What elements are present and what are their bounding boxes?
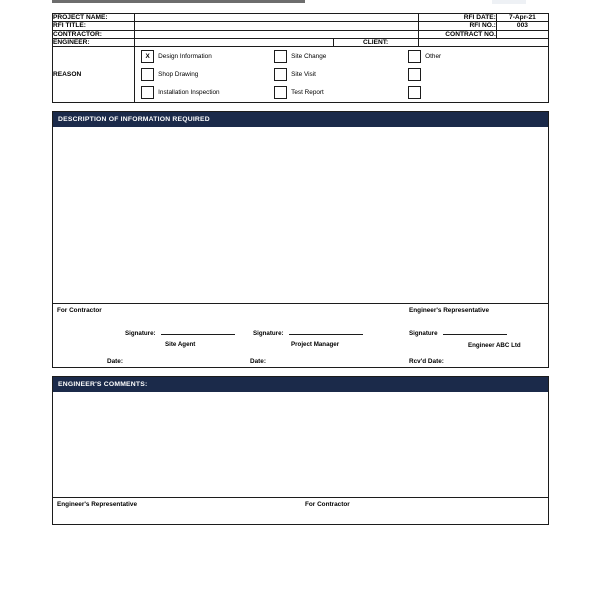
top-cropped-artifact	[492, 0, 526, 4]
signature-label: Signature:	[253, 330, 284, 337]
rfi-title-input[interactable]	[135, 22, 419, 30]
reason-option-site-change[interactable]	[274, 50, 408, 63]
reason-option-label: Site Change	[291, 52, 327, 60]
reason-option-label: Other	[425, 52, 442, 60]
comments-banner: ENGINEER'S COMMENTS:	[53, 377, 548, 392]
signature-label: Signature:	[125, 330, 156, 337]
project-name-input[interactable]	[135, 14, 419, 22]
site-agent-signature-row	[125, 330, 235, 337]
table-row-project-name	[53, 14, 549, 22]
signature-line[interactable]	[289, 334, 363, 335]
contractor-label: CONTRACTOR:	[53, 30, 135, 38]
reason-row-1	[135, 50, 548, 63]
comments-textarea[interactable]	[53, 392, 548, 497]
table-row-engineer-client	[53, 38, 549, 46]
reason-option-site-visit[interactable]	[274, 68, 408, 81]
reason-option-label: Site Visit	[291, 70, 316, 78]
checkbox-blank-2[interactable]	[408, 68, 421, 81]
reason-row-3	[135, 86, 548, 99]
rfi-title-label: RFI TITLE:	[53, 22, 135, 30]
table-row-reason	[53, 47, 549, 103]
project-manager-signature-row	[253, 330, 363, 337]
rcvd-date-label[interactable]: Rcv'd Date:	[409, 358, 444, 365]
table-row-comments-footer	[53, 498, 548, 525]
checkbox-shop-drawing[interactable]	[141, 68, 154, 81]
footer-engineers-representative-title: Engineer's Representative	[57, 501, 138, 508]
checkbox-site-change[interactable]	[274, 50, 287, 63]
rfi-date-value[interactable]: 7-Apr-21	[496, 14, 548, 22]
reason-option-label: Installation Inspection	[158, 88, 220, 96]
contractor-signoff-cell	[53, 304, 405, 368]
comments-contractor-cell	[301, 498, 548, 525]
header-table	[52, 13, 549, 103]
reason-option-blank-3[interactable]	[408, 86, 528, 99]
client-input[interactable]	[418, 38, 548, 46]
reason-option-design-information[interactable]	[135, 50, 274, 63]
project-manager-role: Project Manager	[291, 341, 340, 348]
table-row-rfi-title	[53, 22, 549, 30]
engineer-company: Engineer ABC Ltd	[468, 342, 521, 349]
signature-line[interactable]	[161, 334, 235, 335]
footer-for-contractor-title: For Contractor	[305, 501, 350, 508]
checkbox-design-information[interactable]: X	[141, 50, 154, 63]
reason-option-other[interactable]	[408, 50, 528, 63]
reason-option-label: Design Information	[158, 52, 212, 60]
rfi-no-label: RFI NO.:	[418, 22, 496, 30]
description-banner: DESCRIPTION OF INFORMATION REQUIRED	[53, 112, 548, 127]
comments-engineer-cell	[53, 498, 301, 525]
reason-option-test-report[interactable]	[274, 86, 408, 99]
contractor-date-label-1[interactable]: Date:	[107, 358, 123, 365]
client-label: CLIENT:	[333, 38, 418, 46]
engineer-input[interactable]	[135, 38, 333, 46]
rfi-no-value[interactable]: 003	[496, 22, 548, 30]
comments-engineer-pane	[53, 498, 301, 524]
reason-option-installation-inspection[interactable]	[135, 86, 274, 99]
description-section	[52, 111, 549, 368]
reason-option-label: Test Report	[291, 88, 324, 96]
top-cropped-divider	[52, 0, 305, 3]
rfi-form	[52, 13, 549, 525]
description-signoff-table	[53, 303, 548, 367]
engineer-signoff-pane	[405, 304, 548, 367]
checkbox-installation-inspection[interactable]	[141, 86, 154, 99]
checkbox-site-visit[interactable]	[274, 68, 287, 81]
contractor-date-label-2[interactable]: Date:	[250, 358, 266, 365]
engineer-signoff-cell	[405, 304, 548, 368]
table-row-signoff	[53, 304, 548, 368]
comments-section	[52, 376, 549, 525]
signature-line[interactable]	[443, 334, 507, 335]
reason-label: REASON	[53, 47, 135, 103]
project-name-label: PROJECT NAME:	[53, 14, 135, 22]
engineer-signature-row	[409, 330, 507, 337]
reason-option-shop-drawing[interactable]	[135, 68, 274, 81]
contractor-signoff-pane	[53, 304, 405, 367]
checkbox-other[interactable]	[408, 50, 421, 63]
contract-no-input[interactable]	[496, 30, 548, 38]
signature-label: Signature	[409, 330, 438, 337]
for-contractor-title: For Contractor	[57, 307, 102, 314]
contract-no-label: CONTRACT NO.	[418, 30, 496, 38]
checkbox-blank-3[interactable]	[408, 86, 421, 99]
site-agent-role: Site Agent	[165, 341, 196, 348]
rfi-date-label: RFI DATE:	[418, 14, 496, 22]
checkbox-test-report[interactable]	[274, 86, 287, 99]
reason-option-blank-2[interactable]	[408, 68, 528, 81]
engineer-label: ENGINEER:	[53, 38, 135, 46]
description-textarea[interactable]	[53, 127, 548, 303]
comments-contractor-pane	[301, 498, 548, 524]
engineers-representative-title: Engineer's Representative	[409, 307, 490, 314]
contractor-input[interactable]	[135, 30, 419, 38]
reason-row-2	[135, 68, 548, 81]
reason-option-grid	[135, 47, 548, 102]
reason-option-label: Shop Drawing	[158, 70, 199, 78]
table-row-contractor	[53, 30, 549, 38]
reason-options-cell	[135, 47, 549, 103]
comments-footer-table	[53, 497, 548, 524]
